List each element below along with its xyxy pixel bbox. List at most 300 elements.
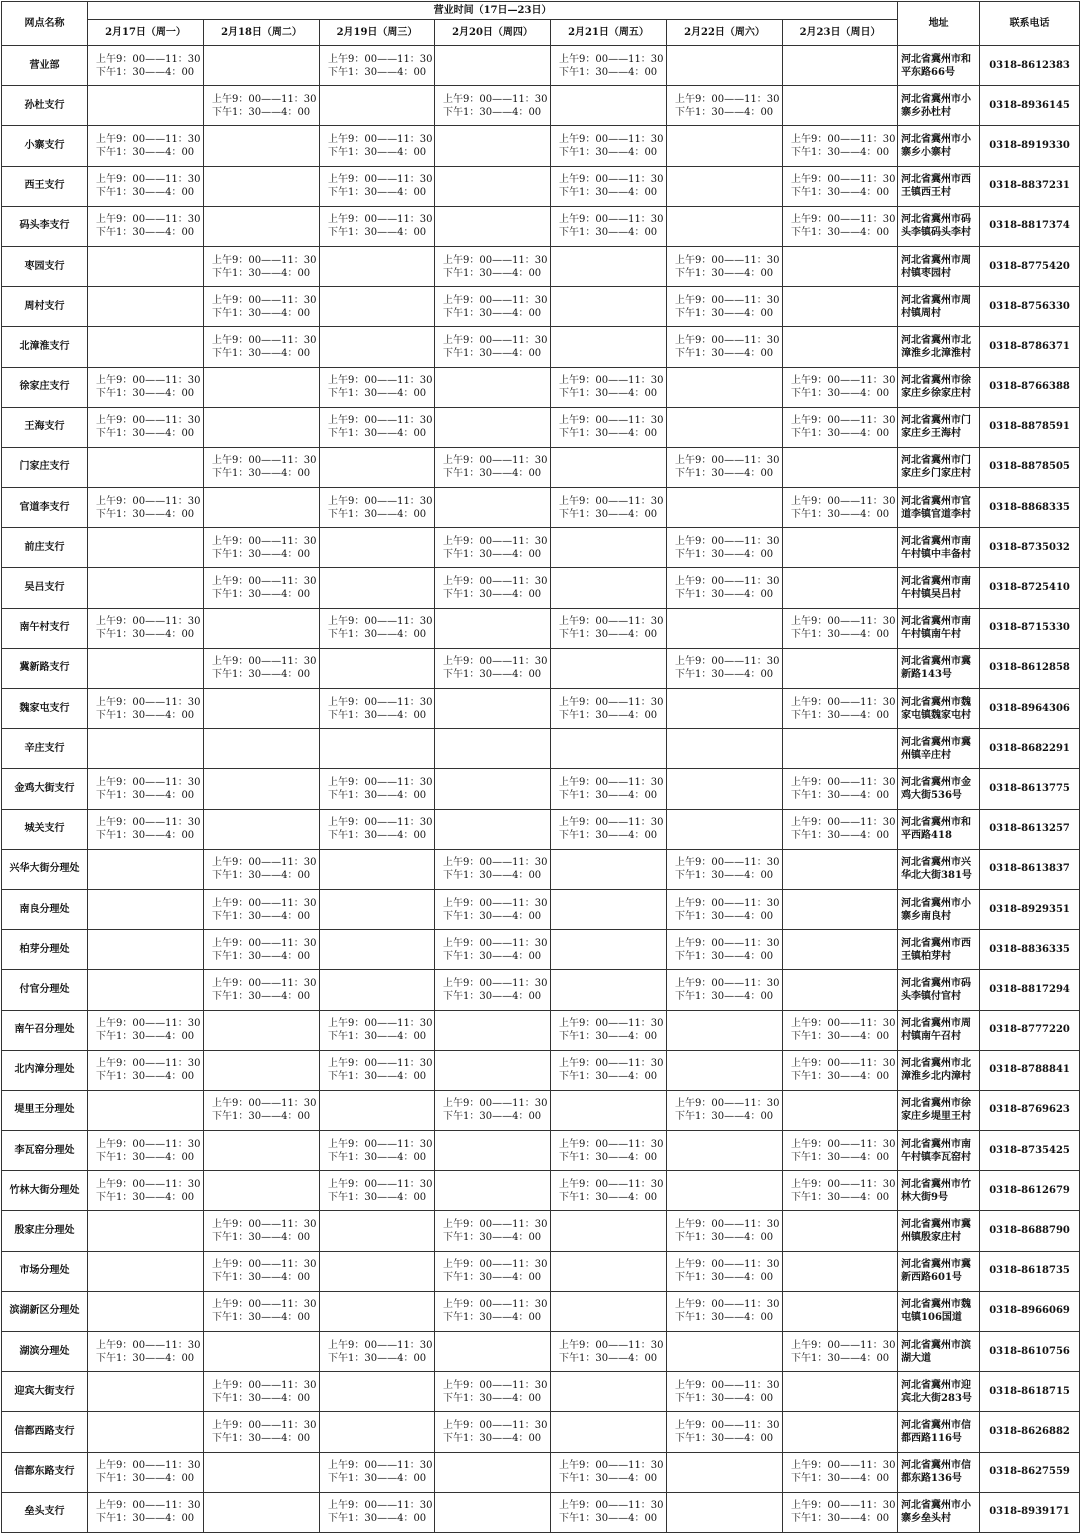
closed-cell (667, 1332, 783, 1372)
morning-hours: 上午9：00——11：30 (675, 977, 780, 989)
open-hours-cell (88, 1050, 204, 1090)
closed-cell (88, 568, 204, 608)
afternoon-hours: 下午1：30——4：00 (212, 1272, 311, 1284)
branch-phone: 0318-8613775 (980, 769, 1080, 809)
branch-phone: 0318-8878505 (980, 447, 1080, 487)
closed-cell (204, 1010, 320, 1050)
closed-cell (667, 166, 783, 206)
branch-name: 小寨支行 (2, 126, 88, 166)
branch-phone: 0318-8618715 (980, 1372, 1080, 1412)
open-hours-cell (667, 1251, 783, 1291)
afternoon-hours: 下午1：30——4：00 (212, 548, 311, 560)
day-header: 2月17日（周一） (88, 20, 204, 46)
open-hours-cell (783, 1131, 898, 1171)
closed-cell (204, 689, 320, 729)
closed-cell (667, 729, 783, 769)
closed-cell (435, 1452, 551, 1492)
branch-phone: 0318-8610756 (980, 1332, 1080, 1372)
branch-address: 河北省冀州市码头李镇码头李村 (898, 206, 980, 246)
table-row (2, 568, 1080, 608)
closed-cell (783, 568, 898, 608)
open-hours-cell (551, 1452, 667, 1492)
afternoon-hours: 下午1：30——4：00 (791, 709, 890, 721)
afternoon-hours: 下午1：30——4：00 (559, 508, 658, 520)
table-row (2, 126, 1080, 166)
branch-address: 河北省冀州市门家庄乡门家庄村 (898, 447, 980, 487)
closed-cell (783, 1211, 898, 1251)
morning-hours: 上午9：00——11：30 (96, 616, 201, 628)
branch-address: 河北省冀州市和平西路418 (898, 809, 980, 849)
closed-cell (783, 729, 898, 769)
morning-hours: 上午9：00——11：30 (791, 1339, 896, 1351)
afternoon-hours: 下午1：30——4：00 (212, 910, 311, 922)
morning-hours: 上午9：00——11：30 (443, 977, 548, 989)
morning-hours: 上午9：00——11：30 (328, 1460, 433, 1472)
afternoon-hours: 下午1：30——4：00 (328, 388, 427, 400)
hours-title: 营业时间（17日—23日） (88, 2, 898, 20)
morning-hours: 上午9：00——11：30 (96, 1460, 201, 1472)
closed-cell (783, 1090, 898, 1130)
branch-name: 堤里王分理处 (2, 1090, 88, 1130)
day-header: 2月20日（周四） (435, 20, 551, 46)
closed-cell (320, 86, 435, 126)
morning-hours: 上午9：00——11：30 (443, 1259, 548, 1271)
branch-name: 徐家庄支行 (2, 367, 88, 407)
open-hours-cell (204, 1211, 320, 1251)
morning-hours: 上午9：00——11：30 (675, 937, 780, 949)
open-hours-cell (88, 407, 204, 447)
morning-hours: 上午9：00——11：30 (212, 535, 317, 547)
afternoon-hours: 下午1：30——4：00 (443, 267, 542, 279)
branch-phone: 0318-8627559 (980, 1452, 1080, 1492)
open-hours-cell (88, 1452, 204, 1492)
open-hours-cell (551, 488, 667, 528)
table-row (2, 86, 1080, 126)
morning-hours: 上午9：00——11：30 (212, 1379, 317, 1391)
morning-hours: 上午9：00——11：30 (443, 857, 548, 869)
table-row (2, 206, 1080, 246)
morning-hours: 上午9：00——11：30 (212, 294, 317, 306)
table-row (2, 1291, 1080, 1331)
morning-hours: 上午9：00——11：30 (328, 1178, 433, 1190)
open-hours-cell (204, 970, 320, 1010)
table-row (2, 729, 1080, 769)
open-hours-cell (551, 1010, 667, 1050)
closed-cell (551, 568, 667, 608)
closed-cell (667, 407, 783, 447)
afternoon-hours: 下午1：30——4：00 (96, 187, 195, 199)
afternoon-hours: 下午1：30——4：00 (96, 508, 195, 520)
afternoon-hours: 下午1：30——4：00 (443, 106, 542, 118)
afternoon-hours: 下午1：30——4：00 (212, 1392, 311, 1404)
closed-cell (551, 1291, 667, 1331)
afternoon-hours: 下午1：30——4：00 (443, 347, 542, 359)
morning-hours: 上午9：00——11：30 (96, 696, 201, 708)
morning-hours: 上午9：00——11：30 (443, 1419, 548, 1431)
open-hours-cell (320, 608, 435, 648)
branch-address: 河北省冀州市码头李镇付官村 (898, 970, 980, 1010)
table-row (2, 1452, 1080, 1492)
closed-cell (204, 1050, 320, 1090)
afternoon-hours: 下午1：30——4：00 (96, 1352, 195, 1364)
closed-cell (551, 648, 667, 688)
table-row (2, 488, 1080, 528)
branch-address: 河北省冀州市魏家屯镇魏家屯村 (898, 689, 980, 729)
branch-address: 河北省冀州市小寨乡小寨村 (898, 126, 980, 166)
branch-name: 南午村支行 (2, 608, 88, 648)
open-hours-cell (88, 206, 204, 246)
morning-hours: 上午9：00——11：30 (328, 53, 433, 65)
closed-cell (435, 166, 551, 206)
closed-cell (88, 447, 204, 487)
closed-cell (320, 1291, 435, 1331)
open-hours-cell (435, 1412, 551, 1452)
open-hours-cell (320, 166, 435, 206)
open-hours-cell (783, 1010, 898, 1050)
closed-cell (204, 608, 320, 648)
afternoon-hours: 下午1：30——4：00 (443, 950, 542, 962)
afternoon-hours: 下午1：30——4：00 (328, 1151, 427, 1163)
branch-address: 河北省冀州市信都西路116号 (898, 1412, 980, 1452)
closed-cell (667, 488, 783, 528)
open-hours-cell (435, 1372, 551, 1412)
afternoon-hours: 下午1：30——4：00 (212, 1432, 311, 1444)
open-hours-cell (204, 1090, 320, 1130)
table-row (2, 889, 1080, 929)
morning-hours: 上午9：00——11：30 (212, 455, 317, 467)
branch-name: 码头李支行 (2, 206, 88, 246)
closed-cell (435, 488, 551, 528)
morning-hours: 上午9：00——11：30 (559, 696, 664, 708)
morning-hours: 上午9：00——11：30 (96, 415, 201, 427)
open-hours-cell (204, 447, 320, 487)
afternoon-hours: 下午1：30——4：00 (328, 508, 427, 520)
table-row (2, 528, 1080, 568)
branch-address: 河北省冀州市冀州镇殷家庄村 (898, 1211, 980, 1251)
open-hours-cell (204, 930, 320, 970)
branch-phone: 0318-8756330 (980, 287, 1080, 327)
afternoon-hours: 下午1：30——4：00 (328, 830, 427, 842)
afternoon-hours: 下午1：30——4：00 (675, 950, 774, 962)
afternoon-hours: 下午1：30——4：00 (96, 146, 195, 158)
morning-hours: 上午9：00——11：30 (791, 1460, 896, 1472)
afternoon-hours: 下午1：30——4：00 (559, 1071, 658, 1083)
branch-name: 营业部 (2, 46, 88, 86)
morning-hours: 上午9：00——11：30 (212, 93, 317, 105)
open-hours-cell (435, 287, 551, 327)
branch-name: 滨湖新区分理处 (2, 1291, 88, 1331)
afternoon-hours: 下午1：30——4：00 (675, 990, 774, 1002)
afternoon-hours: 下午1：30——4：00 (791, 1191, 890, 1203)
morning-hours: 上午9：00——11：30 (559, 1500, 664, 1512)
afternoon-hours: 下午1：30——4：00 (443, 589, 542, 601)
branch-phone: 0318-8786371 (980, 327, 1080, 367)
afternoon-hours: 下午1：30——4：00 (212, 669, 311, 681)
morning-hours: 上午9：00——11：30 (791, 776, 896, 788)
branch-phone: 0318-8939171 (980, 1492, 1080, 1532)
open-hours-cell (204, 287, 320, 327)
morning-hours: 上午9：00——11：30 (791, 415, 896, 427)
open-hours-cell (320, 1492, 435, 1532)
closed-cell (320, 287, 435, 327)
afternoon-hours: 下午1：30——4：00 (328, 1473, 427, 1485)
afternoon-hours: 下午1：30——4：00 (443, 307, 542, 319)
afternoon-hours: 下午1：30——4：00 (96, 1513, 195, 1525)
open-hours-cell (783, 1452, 898, 1492)
morning-hours: 上午9：00——11：30 (675, 535, 780, 547)
closed-cell (783, 970, 898, 1010)
closed-cell (435, 1010, 551, 1050)
closed-cell (667, 1131, 783, 1171)
open-hours-cell (320, 1332, 435, 1372)
afternoon-hours: 下午1：30——4：00 (96, 789, 195, 801)
closed-cell (783, 1251, 898, 1291)
branch-address: 河北省冀州市周村镇枣园村 (898, 246, 980, 286)
open-hours-cell (667, 287, 783, 327)
branch-name: 垒头支行 (2, 1492, 88, 1532)
open-hours-cell (667, 568, 783, 608)
open-hours-cell (783, 367, 898, 407)
morning-hours: 上午9：00——11：30 (559, 1018, 664, 1030)
morning-hours: 上午9：00——11：30 (328, 1018, 433, 1030)
morning-hours: 上午9：00——11：30 (328, 696, 433, 708)
closed-cell (88, 246, 204, 286)
morning-hours: 上午9：00——11：30 (212, 1219, 317, 1231)
afternoon-hours: 下午1：30——4：00 (559, 187, 658, 199)
branch-address: 河北省冀州市和平东路66号 (898, 46, 980, 86)
open-hours-cell (667, 327, 783, 367)
afternoon-hours: 下午1：30——4：00 (96, 66, 195, 78)
branch-phone: 0318-8715330 (980, 608, 1080, 648)
closed-cell (667, 1492, 783, 1532)
open-hours-cell (667, 1090, 783, 1130)
closed-cell (783, 889, 898, 929)
closed-cell (320, 930, 435, 970)
afternoon-hours: 下午1：30——4：00 (96, 1473, 195, 1485)
table-row (2, 46, 1080, 86)
branch-name: 李瓦窑分理处 (2, 1131, 88, 1171)
afternoon-hours: 下午1：30——4：00 (791, 388, 890, 400)
branch-name: 周村支行 (2, 287, 88, 327)
branch-address: 河北省冀州市西王镇西王村 (898, 166, 980, 206)
branch-name: 兴华大街分理处 (2, 849, 88, 889)
branch-phone: 0318-8735425 (980, 1131, 1080, 1171)
closed-cell (204, 769, 320, 809)
morning-hours: 上午9：00——11：30 (96, 1138, 201, 1150)
closed-cell (667, 1452, 783, 1492)
branch-name: 辛庄支行 (2, 729, 88, 769)
morning-hours: 上午9：00——11：30 (443, 897, 548, 909)
closed-cell (435, 1332, 551, 1372)
open-hours-cell (320, 46, 435, 86)
open-hours-cell (320, 1171, 435, 1211)
closed-cell (667, 1010, 783, 1050)
closed-cell (783, 528, 898, 568)
open-hours-cell (783, 126, 898, 166)
closed-cell (88, 889, 204, 929)
table-row (2, 367, 1080, 407)
branch-phone: 0318-8769623 (980, 1090, 1080, 1130)
closed-cell (667, 1171, 783, 1211)
closed-cell (320, 1251, 435, 1291)
morning-hours: 上午9：00——11：30 (675, 1419, 780, 1431)
closed-cell (783, 46, 898, 86)
morning-hours: 上午9：00——11：30 (559, 415, 664, 427)
morning-hours: 上午9：00——11：30 (96, 1058, 201, 1070)
afternoon-hours: 下午1：30——4：00 (96, 1151, 195, 1163)
closed-cell (551, 889, 667, 929)
branch-name: 竹林大街分理处 (2, 1171, 88, 1211)
closed-cell (320, 327, 435, 367)
closed-cell (320, 648, 435, 688)
open-hours-cell (435, 930, 551, 970)
closed-cell (204, 729, 320, 769)
open-hours-cell (667, 648, 783, 688)
open-hours-cell (88, 1492, 204, 1532)
table-row (2, 1010, 1080, 1050)
morning-hours: 上午9：00——11：30 (675, 294, 780, 306)
open-hours-cell (551, 1332, 667, 1372)
closed-cell (435, 689, 551, 729)
table-row (2, 287, 1080, 327)
day-header: 2月18日（周二） (204, 20, 320, 46)
branch-name: 金鸡大街支行 (2, 769, 88, 809)
open-hours-cell (320, 1050, 435, 1090)
morning-hours: 上午9：00——11：30 (559, 133, 664, 145)
closed-cell (88, 528, 204, 568)
morning-hours: 上午9：00——11：30 (791, 1018, 896, 1030)
open-hours-cell (667, 1211, 783, 1251)
morning-hours: 上午9：00——11：30 (328, 616, 433, 628)
morning-hours: 上午9：00——11：30 (443, 535, 548, 547)
afternoon-hours: 下午1：30——4：00 (791, 1352, 890, 1364)
afternoon-hours: 下午1：30——4：00 (328, 146, 427, 158)
morning-hours: 上午9：00——11：30 (212, 1259, 317, 1271)
closed-cell (783, 930, 898, 970)
open-hours-cell (204, 327, 320, 367)
afternoon-hours: 下午1：30——4：00 (791, 1151, 890, 1163)
col-header-address: 地址 (898, 2, 980, 46)
afternoon-hours: 下午1：30——4：00 (212, 347, 311, 359)
open-hours-cell (435, 246, 551, 286)
open-hours-cell (551, 126, 667, 166)
branch-phone: 0318-8817374 (980, 206, 1080, 246)
open-hours-cell (667, 86, 783, 126)
afternoon-hours: 下午1：30——4：00 (675, 669, 774, 681)
closed-cell (88, 86, 204, 126)
branch-phone: 0318-8936145 (980, 86, 1080, 126)
open-hours-cell (667, 970, 783, 1010)
open-hours-cell (435, 889, 551, 929)
open-hours-cell (783, 1492, 898, 1532)
morning-hours: 上午9：00——11：30 (328, 1058, 433, 1070)
closed-cell (88, 930, 204, 970)
closed-cell (783, 327, 898, 367)
morning-hours: 上午9：00——11：30 (675, 93, 780, 105)
afternoon-hours: 下午1：30——4：00 (96, 388, 195, 400)
morning-hours: 上午9：00——11：30 (675, 656, 780, 668)
closed-cell (320, 568, 435, 608)
closed-cell (551, 1251, 667, 1291)
afternoon-hours: 下午1：30——4：00 (96, 830, 195, 842)
branch-address: 河北省冀州市冀新路143号 (898, 648, 980, 688)
closed-cell (435, 809, 551, 849)
table-row (2, 1492, 1080, 1532)
morning-hours: 上午9：00——11：30 (328, 776, 433, 788)
branch-address: 河北省冀州市冀新西路601号 (898, 1251, 980, 1291)
morning-hours: 上午9：00——11：30 (675, 334, 780, 346)
open-hours-cell (435, 568, 551, 608)
open-hours-cell (435, 1090, 551, 1130)
afternoon-hours: 下午1：30——4：00 (328, 1513, 427, 1525)
branch-name: 迎宾大街支行 (2, 1372, 88, 1412)
morning-hours: 上午9：00——11：30 (791, 696, 896, 708)
branch-address: 河北省冀州市南午村镇吴吕村 (898, 568, 980, 608)
table-row (2, 1050, 1080, 1090)
afternoon-hours: 下午1：30——4：00 (791, 1071, 890, 1083)
closed-cell (204, 46, 320, 86)
morning-hours: 上午9：00——11：30 (443, 1299, 548, 1311)
afternoon-hours: 下午1：30——4：00 (791, 227, 890, 239)
table-row (2, 1171, 1080, 1211)
morning-hours: 上午9：00——11：30 (675, 1259, 780, 1271)
morning-hours: 上午9：00——11：30 (443, 294, 548, 306)
table-row (2, 1332, 1080, 1372)
branch-phone: 0318-8725410 (980, 568, 1080, 608)
branch-address: 河北省冀州市信都东路136号 (898, 1452, 980, 1492)
open-hours-cell (320, 407, 435, 447)
afternoon-hours: 下午1：30——4：00 (96, 227, 195, 239)
afternoon-hours: 下午1：30——4：00 (443, 1272, 542, 1284)
morning-hours: 上午9：00——11：30 (443, 334, 548, 346)
branch-address: 河北省冀州市门家庄乡王海村 (898, 407, 980, 447)
open-hours-cell (667, 246, 783, 286)
branch-phone: 0318-8613837 (980, 849, 1080, 889)
open-hours-cell (667, 528, 783, 568)
open-hours-cell (88, 689, 204, 729)
closed-cell (204, 1492, 320, 1532)
closed-cell (320, 1372, 435, 1412)
open-hours-cell (204, 648, 320, 688)
morning-hours: 上午9：00——11：30 (443, 1098, 548, 1110)
afternoon-hours: 下午1：30——4：00 (212, 870, 311, 882)
closed-cell (204, 206, 320, 246)
day-header: 2月21日（周五） (551, 20, 667, 46)
open-hours-cell (88, 1131, 204, 1171)
morning-hours: 上午9：00——11：30 (96, 214, 201, 226)
closed-cell (88, 1372, 204, 1412)
afternoon-hours: 下午1：30——4：00 (96, 709, 195, 721)
open-hours-cell (435, 970, 551, 1010)
open-hours-cell (204, 889, 320, 929)
morning-hours: 上午9：00——11：30 (559, 1138, 664, 1150)
closed-cell (88, 970, 204, 1010)
morning-hours: 上午9：00——11：30 (328, 214, 433, 226)
afternoon-hours: 下午1：30——4：00 (675, 910, 774, 922)
morning-hours: 上午9：00——11：30 (791, 174, 896, 186)
morning-hours: 上午9：00——11：30 (791, 375, 896, 387)
closed-cell (204, 488, 320, 528)
afternoon-hours: 下午1：30——4：00 (328, 187, 427, 199)
morning-hours: 上午9：00——11：30 (675, 576, 780, 588)
open-hours-cell (88, 769, 204, 809)
afternoon-hours: 下午1：30——4：00 (791, 508, 890, 520)
branch-phone: 0318-8682291 (980, 729, 1080, 769)
afternoon-hours: 下午1：30——4：00 (328, 1352, 427, 1364)
afternoon-hours: 下午1：30——4：00 (559, 629, 658, 641)
branch-phone: 0318-8966069 (980, 1291, 1080, 1331)
closed-cell (88, 1412, 204, 1452)
